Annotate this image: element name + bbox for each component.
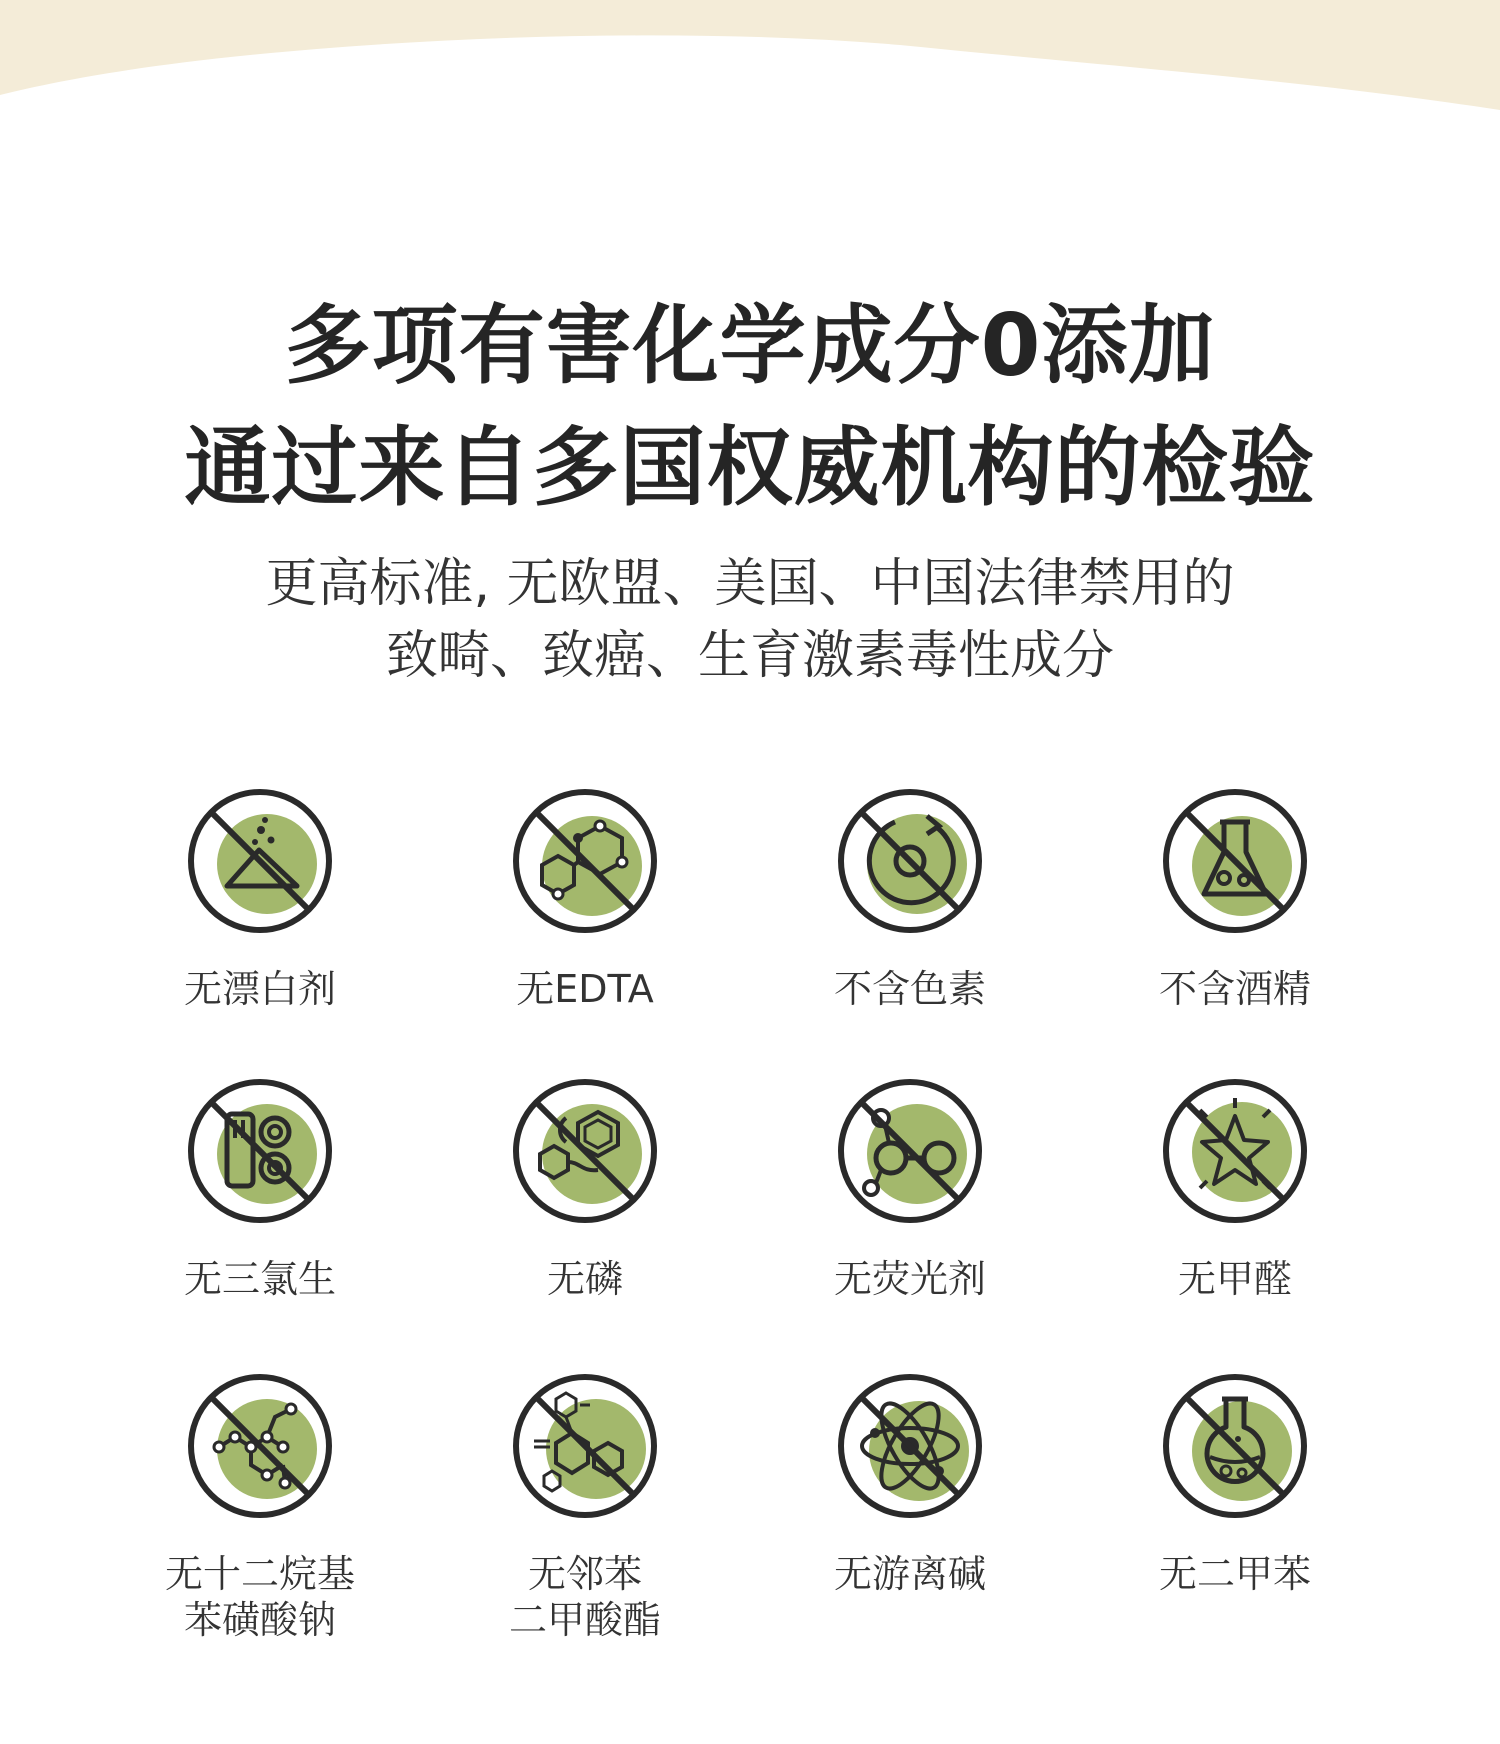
item-label: 无十二烷基 苯磺酸钠 xyxy=(164,1552,355,1642)
item-no-fluorescent xyxy=(760,1076,1060,1302)
colorant-swirl-icon xyxy=(835,786,985,936)
item-no-free-alkali xyxy=(760,1371,1060,1597)
item-label: 不含酒精 xyxy=(1158,967,1311,1011)
item-label: 不含色素 xyxy=(833,967,986,1011)
item-no-phthalate xyxy=(435,1371,735,1643)
xylene-flask-icon xyxy=(1160,1371,1310,1521)
top-cream-banner xyxy=(0,0,1500,130)
edta-molecule-icon xyxy=(510,786,660,936)
item-label: 无甲醛 xyxy=(1177,1257,1292,1301)
headline-line-1: 多项有害化学成分0添加 xyxy=(284,296,1216,396)
item-no-alcohol xyxy=(1085,786,1385,1012)
item-label: 无EDTA xyxy=(516,967,654,1011)
headline xyxy=(0,285,1500,529)
phosphorus-hexagon-icon xyxy=(510,1076,660,1226)
item-no-edta xyxy=(435,786,735,1012)
alcohol-flask-icon xyxy=(1160,786,1310,936)
sodium-sulfonate-network-icon xyxy=(185,1371,335,1521)
free-alkali-atom-icon xyxy=(835,1371,985,1521)
bleach-powder-icon xyxy=(185,786,335,936)
item-no-sodium-dodecylbenzene-sulfonate xyxy=(110,1371,410,1643)
item-no-colorant xyxy=(760,786,1060,1012)
item-no-bleach xyxy=(110,786,410,1012)
phthalate-structure-icon xyxy=(510,1371,660,1521)
subheadline-line-1: 更高标准, 无欧盟、美国、中国法律禁用的 xyxy=(265,554,1235,614)
item-no-phosphorus xyxy=(435,1076,735,1302)
item-label: 无游离碱 xyxy=(833,1552,986,1596)
item-label: 无磷 xyxy=(546,1257,623,1301)
item-label: 无邻苯 二甲酸酯 xyxy=(508,1552,661,1642)
item-no-triclosan xyxy=(110,1076,410,1302)
subheadline-line-2: 致畸、致癌、生育激素毒性成分 xyxy=(385,626,1114,686)
item-label: 无荧光剂 xyxy=(833,1257,986,1301)
headline-line-2: 通过来自多国权威机构的检验 xyxy=(184,418,1316,518)
item-label: 无三氯生 xyxy=(183,1257,336,1301)
item-no-formaldehyde xyxy=(1085,1076,1385,1302)
item-label: 无二甲苯 xyxy=(1158,1552,1311,1596)
fluorescent-molecule-icon xyxy=(835,1076,985,1226)
triclosan-icon xyxy=(185,1076,335,1226)
formaldehyde-star-icon xyxy=(1160,1076,1310,1226)
item-label: 无漂白剂 xyxy=(183,967,336,1011)
subheadline xyxy=(0,548,1500,692)
item-no-xylene xyxy=(1085,1371,1385,1597)
